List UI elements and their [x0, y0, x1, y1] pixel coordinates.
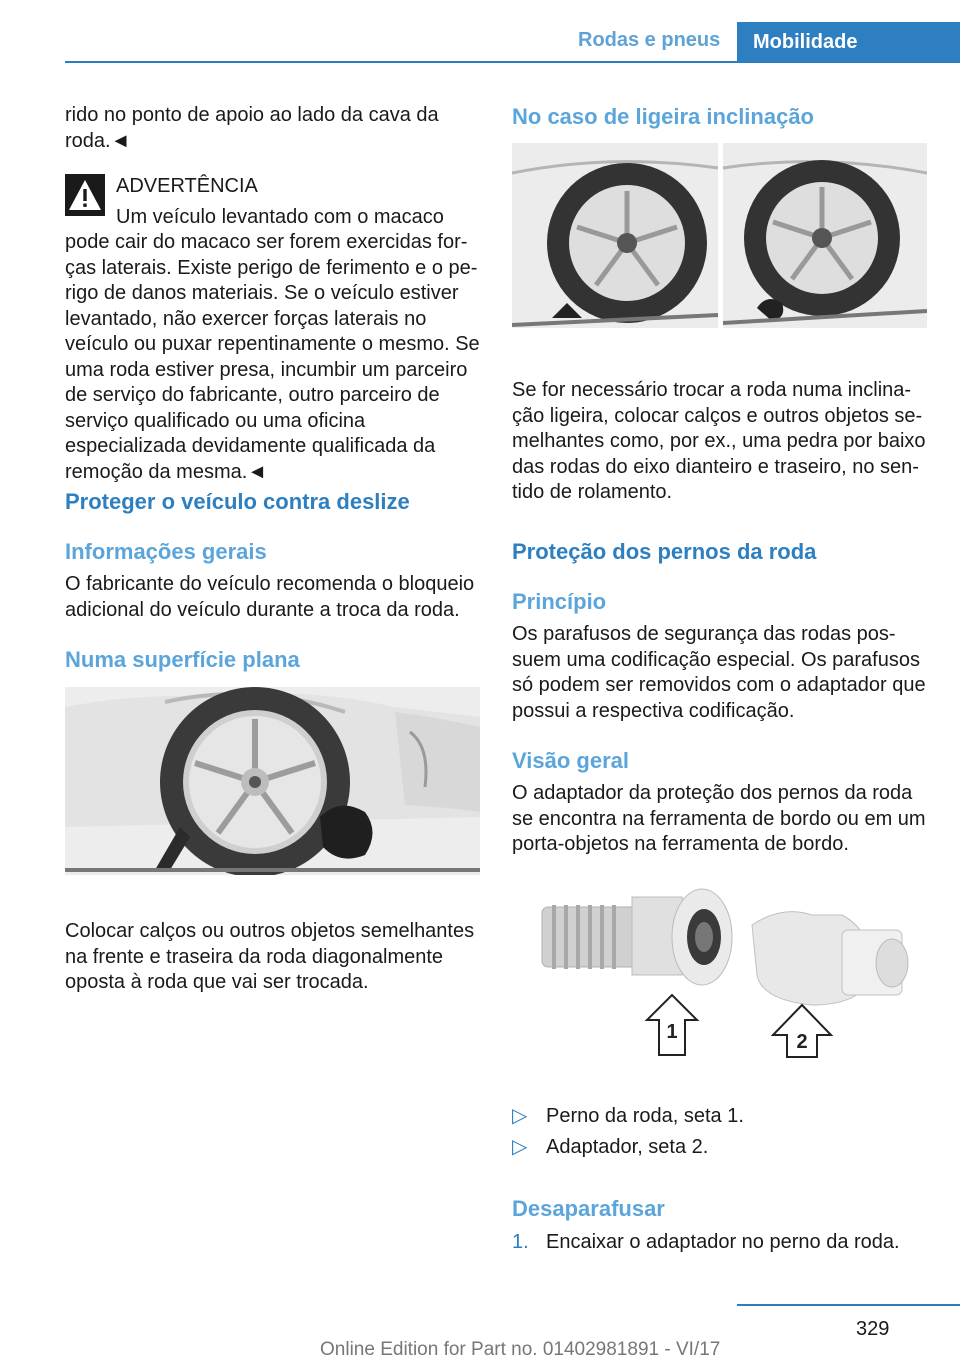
warning-body: pode cair do macaco ser forem exercidas forças laterais. Existe perigo de ferimento e o perigo de danos materiais. Se o veículo estiver levantado, não exercer forças laterais no veículo ou puxar repentinamente o mesmo. Se uma roda estiver presa, incumbir um parceiro de serviço do fabricante, outro parceiro de serviço qualificado ou uma oficina especializada devidamente qualificada da remoção da mesma.◄ — [65, 231, 480, 483]
step-text: Encaixar o adaptador no perno da roda. — [546, 1231, 900, 1253]
arrow-1-label: 1 — [666, 1021, 678, 1043]
intro-text: rido no ponto de apoio ao lado da cava da roda.◄ — [65, 104, 439, 152]
list-item — [512, 1103, 927, 1131]
incline-text: Se for necessário trocar a roda numa inclinação ligeira, colocar calços e outros objetos semelhantes como, por ex., uma pedra por baixo das rodas do eixo dianteiro e traseiro, no sentido de rolamento. — [512, 379, 926, 503]
header-section-title: Rodas e pneus — [578, 29, 721, 51]
list-item-text: Adaptador, seta 2. — [546, 1136, 709, 1158]
list-item — [512, 1134, 927, 1162]
arrow-2-label: 2 — [796, 1031, 808, 1053]
step-item — [512, 1229, 927, 1257]
warning-title: ADVERTÊNCIA — [116, 175, 258, 197]
heading-protect-vehicle: Proteger o veículo contra deslize — [65, 489, 410, 514]
heading-overview: Visão geral — [512, 748, 629, 773]
flat-surface-text: Colocar calços ou outros objetos semelhantes na frente e traseira da roda diagonalmente oposta à roda que vai ser trocada. — [65, 920, 475, 993]
overview-text: O adaptador da proteção dos pernos da roda se encontra na ferramenta de bordo ou em um porta-objetos na ferramenta de bordo. — [512, 782, 926, 855]
wheel-lock-illustration — [512, 875, 927, 1075]
heading-wheel-lock: Proteção dos pernos da roda — [512, 539, 817, 564]
general-info-text: O fabricante do veículo recomenda o bloqueio adicional do veículo durante a troca da roda. — [65, 573, 475, 621]
heading-general-info: Informações gerais — [65, 539, 267, 564]
bullet-triangle-icon: ▷ — [512, 1105, 528, 1127]
flat-surface-illustration — [65, 687, 480, 875]
heading-unscrew: Desaparafusar — [512, 1196, 665, 1221]
warning-icon — [65, 174, 105, 216]
footer-rule — [737, 1304, 960, 1306]
footer-edition: Online Edition for Part no. 01402981891 - VI/17 — [320, 1339, 721, 1360]
heading-flat-surface: Numa superfície plana — [65, 647, 300, 672]
incline-illustration — [512, 143, 927, 328]
header-chapter-label: Mobilidade — [753, 31, 858, 53]
list-item-text: Perno da roda, seta 1. — [546, 1105, 744, 1127]
principle-text: Os parafusos de segurança das rodas possuem uma codificação especial. Os parafusos só podem ser removidos com o adaptador que possui a respectiva codificação. — [512, 623, 926, 722]
heading-slight-incline: No caso de ligeira inclinação — [512, 104, 814, 129]
header-chapter-tab — [737, 22, 960, 62]
step-number: 1. — [512, 1231, 529, 1253]
bullet-triangle-icon: ▷ — [512, 1136, 528, 1158]
page-number: 329 — [856, 1318, 890, 1340]
heading-principle: Princípio — [512, 589, 607, 614]
header-rule — [65, 61, 960, 63]
warning-first-line: Um veículo levantado com o macaco — [116, 206, 444, 228]
